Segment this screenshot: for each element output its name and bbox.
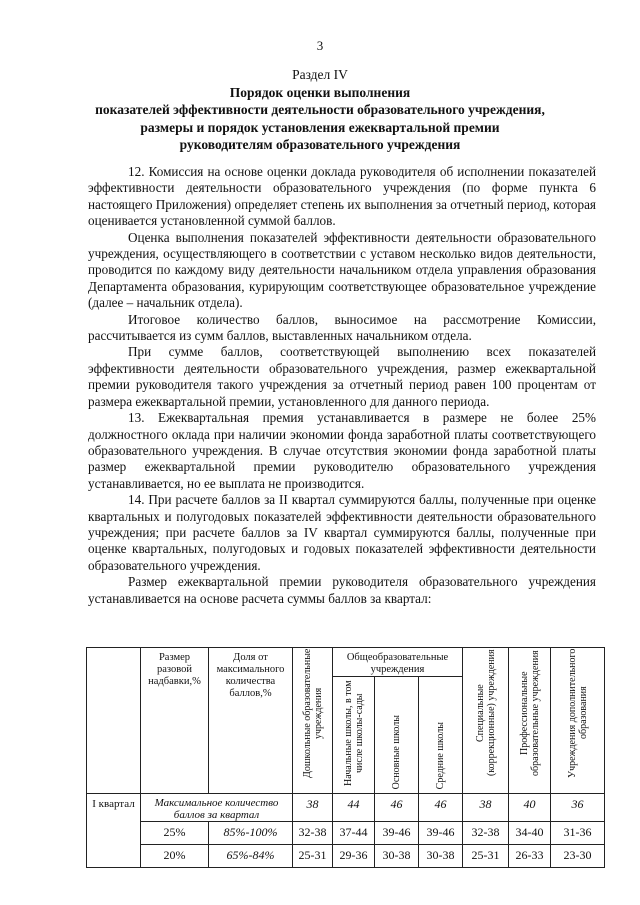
header-primary-cell bbox=[333, 677, 375, 794]
table-row bbox=[87, 845, 605, 868]
row-value: 26-33 bbox=[509, 845, 551, 868]
row-value: 23-30 bbox=[551, 845, 605, 868]
max-value: 38 bbox=[463, 794, 509, 822]
max-label: Максимальное количество баллов за квартал bbox=[141, 794, 293, 822]
header-general-group: Общеобразовательные учреждения bbox=[333, 648, 463, 677]
header-professional: Профессиональные образовательные учреждения bbox=[518, 650, 541, 776]
header-additional-cell bbox=[551, 648, 605, 794]
row-share: 65%-84% bbox=[209, 845, 293, 868]
max-value: 46 bbox=[419, 794, 463, 822]
paragraph: 14. При расчете баллов за II квартал суммируются баллы, полученные при оценке квартальных и полугодовых показателей эффективности деятельности образовательного учреждения; при расчете баллов за IV квартал суммируются баллы, полученные при оценке квартальных, полугодовых и годовых показателей эффективности деятельности образовательного учреждения. bbox=[88, 492, 596, 573]
header-preschool-cell bbox=[293, 648, 333, 794]
title-line: Порядок оценки выполнения bbox=[229, 84, 411, 100]
max-value: 38 bbox=[293, 794, 333, 822]
paragraph: При сумме баллов, соответствующей выполнению всех показателей эффективности деятельности образовательного учреждения, размер ежеквартальной премии руководителя такого учреждения за отчетный период равен 100 процентам от размера ежеквартальной премии, установленного для данного периода. bbox=[88, 344, 596, 409]
section-title-block bbox=[80, 66, 560, 154]
table-row bbox=[87, 822, 605, 845]
header-special: Специальные (коррекционные) учреждения bbox=[474, 649, 497, 777]
header-secondary: Средние школы bbox=[435, 721, 446, 789]
paragraph: Итоговое количество баллов, выносимое на рассмотрение Комиссии, рассчитывается из сумм баллов, выставленных начальником отдела. bbox=[88, 311, 596, 344]
header-share: Доля от максимального количества баллов,% bbox=[209, 648, 293, 794]
body-text bbox=[88, 164, 596, 607]
header-secondary-cell bbox=[419, 677, 463, 794]
section-heading: Раздел IV bbox=[292, 67, 348, 82]
quarter-label: I квартал bbox=[87, 794, 141, 868]
title-line: показателей эффективности деятельности образовательного учреждения, bbox=[95, 102, 545, 117]
row-value: 30-38 bbox=[419, 845, 463, 868]
row-value: 25-31 bbox=[463, 845, 509, 868]
header-basic-cell bbox=[375, 677, 419, 794]
row-value: 30-38 bbox=[375, 845, 419, 868]
paragraph: 12. Комиссия на основе оценки доклада руководителя об исполнении показателей эффективности деятельности образовательного учреждения (по форме пункта 6 настоящего Приложения) определяет степень их выполнения за отчетный период, которая оценивается установленной суммой баллов. bbox=[88, 164, 596, 229]
header-additional: Учреждения дополнительного образования bbox=[566, 648, 589, 778]
paragraph: 13. Ежеквартальная премия устанавливается в размере не более 25% должностного оклада при наличии экономии фонда заработной платы соответствующего образовательного учреждения. В случае отсутствия экономии фонда заработной платы размер ежеквартальной премии руководителю образовательного учреждения устанавливается, но ее выплата не производится. bbox=[88, 410, 596, 491]
title-line: руководителям образовательного учреждения bbox=[179, 137, 461, 152]
row-value: 32-38 bbox=[463, 822, 509, 845]
title-line: размеры и порядок установления ежеквартальной премии bbox=[140, 119, 500, 135]
row-value: 25-31 bbox=[293, 845, 333, 868]
max-value: 36 bbox=[551, 794, 605, 822]
row-value: 31-36 bbox=[551, 822, 605, 845]
row-value: 39-46 bbox=[419, 822, 463, 845]
row-share: 85%-100% bbox=[209, 822, 293, 845]
max-value: 44 bbox=[333, 794, 375, 822]
row-value: 34-40 bbox=[509, 822, 551, 845]
header-size: Размер разовой надбавки,% bbox=[141, 648, 209, 794]
bonus-table bbox=[86, 647, 605, 868]
row-value: 32-38 bbox=[293, 822, 333, 845]
table-row bbox=[87, 794, 605, 822]
header-preschool: Дошкольные образовательные учреждения bbox=[301, 648, 324, 778]
row-value: 39-46 bbox=[375, 822, 419, 845]
paragraph: Оценка выполнения показателей эффективности деятельности образовательного учреждения, осуществляющего в соответствии с уставом несколько видов деятельности, проводится по каждому виду деятельности начальником отдела управления образования Департамента образования, курирующим соответствующее образовательное учреждение (далее – начальник отдела). bbox=[88, 229, 596, 311]
row-value: 37-44 bbox=[333, 822, 375, 845]
page-number: 3 bbox=[316, 38, 324, 53]
header-basic: Основные школы bbox=[391, 714, 402, 789]
max-value: 46 bbox=[375, 794, 419, 822]
header-primary: Начальные школы, в том числе школы-сады bbox=[342, 680, 365, 786]
max-value: 40 bbox=[509, 794, 551, 822]
paragraph: Размер ежеквартальной премии руководителя образовательного учреждения устанавливается на основе расчета суммы баллов за квартал: bbox=[88, 574, 596, 606]
row-size: 20% bbox=[141, 845, 209, 868]
header-professional-cell bbox=[509, 648, 551, 794]
row-size: 25% bbox=[141, 822, 209, 845]
header-special-cell bbox=[463, 648, 509, 794]
table-corner-cell bbox=[87, 648, 141, 794]
row-value: 29-36 bbox=[333, 845, 375, 868]
